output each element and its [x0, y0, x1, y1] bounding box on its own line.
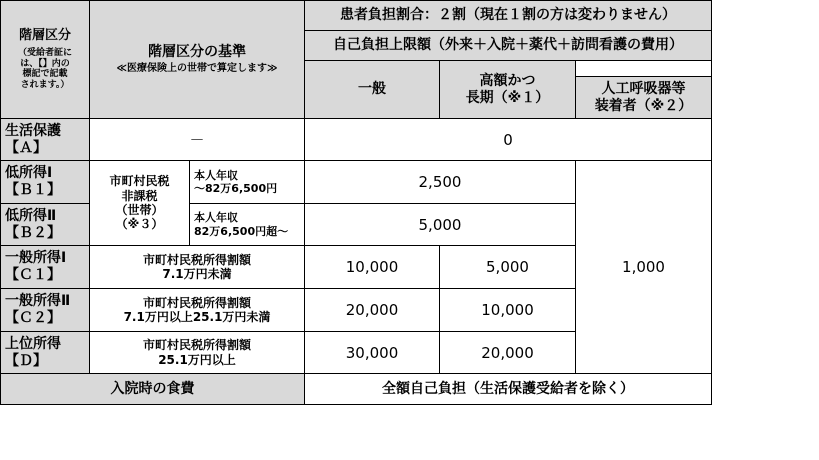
tax-exempt-line-1: 市町村民税	[109, 174, 170, 189]
highcost-header-line-1: 高額かつ	[479, 72, 536, 89]
limit-title-header: 自己負担上限額（外来＋入院＋薬代＋訪問看護の費用）	[305, 31, 712, 61]
welfare-amount-cell: 0	[305, 119, 712, 161]
category-note-line-3: 標記で記載	[22, 69, 68, 80]
welfare-criteria-cell: －	[90, 119, 305, 161]
low1-income-cell	[190, 161, 305, 204]
upper-general-amount: 30,000	[305, 332, 440, 374]
low1-income-range: ～82万6,500円	[194, 182, 278, 195]
gen2-highcost-amount: 10,000	[440, 289, 576, 332]
row-meal-cost	[1, 374, 712, 405]
gen1-criteria-cell	[90, 246, 305, 289]
gen1-code: 【Ｃ１】	[5, 267, 61, 283]
low2-code: 【Ｂ２】	[5, 224, 61, 241]
category-note-line-4: されます。）	[20, 80, 70, 91]
low1-income-label: 本人年収	[194, 168, 238, 182]
welfare-category-cell	[1, 119, 90, 161]
gen1-highcost-amount: 5,000	[440, 246, 576, 289]
ventilator-header-line-2: 装着者（※２）	[594, 97, 693, 114]
row-welfare	[1, 119, 712, 161]
upper-highcost-amount: 20,000	[440, 332, 576, 374]
low1-code: 【Ｂ１】	[5, 182, 61, 198]
highcost-column-header	[440, 61, 576, 119]
gen1-name: 一般所得Ⅰ	[5, 250, 67, 267]
low1-amount-cell: 2,500	[305, 161, 576, 204]
gen1-general-amount: 10,000	[305, 246, 440, 289]
low2-income-range: 82万6,500円超～	[194, 224, 289, 238]
ventilator-column-header	[576, 77, 712, 119]
gen2-criteria-line-2: 7.1万円以上25.1万円未満	[123, 310, 271, 324]
tax-exempt-criteria-cell	[90, 161, 190, 246]
ventilator-header-line-1: 人工呼吸器等	[601, 80, 686, 97]
upper-name: 上位所得	[5, 335, 61, 352]
criteria-header-cell	[90, 1, 305, 119]
gen2-criteria-line-1: 市町村民税所得割額	[142, 295, 251, 310]
low2-name: 低所得Ⅱ	[5, 207, 57, 224]
row-low-income-1	[1, 161, 712, 204]
low1-name: 低所得Ⅰ	[5, 165, 53, 182]
gen2-general-amount: 20,000	[305, 289, 440, 332]
ventilator-amount-cell: 1,000	[576, 161, 712, 374]
meal-label-cell: 入院時の食費	[1, 374, 305, 405]
low2-income-label: 本人年収	[194, 211, 238, 225]
gen1-category-cell	[1, 246, 90, 289]
gen2-name: 一般所得Ⅱ	[5, 293, 71, 310]
tax-exempt-line-4: （※３）	[115, 217, 164, 232]
welfare-code: 【Ａ】	[5, 139, 47, 156]
upper-criteria-line-1: 市町村民税所得割額	[142, 338, 251, 353]
highcost-header-line-2: 長期（※１）	[465, 89, 550, 106]
low2-category-cell	[1, 204, 90, 246]
tax-exempt-line-3: （世帯）	[115, 203, 164, 217]
criteria-title: 階層区分の基準	[148, 44, 246, 61]
general-column-header: 一般	[305, 61, 440, 119]
category-note-line-2: は、【】内の	[20, 58, 70, 69]
gen2-code: 【Ｃ２】	[5, 310, 61, 326]
low2-income-cell	[190, 204, 305, 246]
gen2-criteria-cell	[90, 289, 305, 332]
upper-criteria-line-2: 25.1万円以上	[158, 352, 236, 367]
category-title: 階層区分	[18, 28, 71, 44]
category-header-cell	[1, 1, 90, 119]
header-row-1	[1, 1, 712, 31]
header-spacer-cell	[576, 61, 712, 77]
criteria-note: ≪医療保険上の世帯で算定します≫	[116, 62, 278, 74]
welfare-name: 生活保護	[5, 122, 61, 139]
gen1-criteria-line-1: 市町村民税所得割額	[142, 252, 251, 267]
burden-ratio-header: 患者負担割合：２割（現在１割の方は変わりません）	[305, 1, 712, 31]
upper-category-cell	[1, 332, 90, 374]
gen2-category-cell	[1, 289, 90, 332]
gen1-criteria-line-2: 7.1万円未満	[162, 267, 232, 281]
low2-amount-cell: 5,000	[305, 204, 576, 246]
category-note-line-1: （受給者証に	[17, 47, 72, 58]
low1-category-cell	[1, 161, 90, 204]
tax-exempt-line-2: 非課税	[121, 188, 158, 203]
meal-value-cell: 全額自己負担（生活保護受給者を除く）	[305, 374, 712, 405]
upper-code: 【Ｄ】	[5, 352, 47, 369]
upper-criteria-cell	[90, 332, 305, 374]
